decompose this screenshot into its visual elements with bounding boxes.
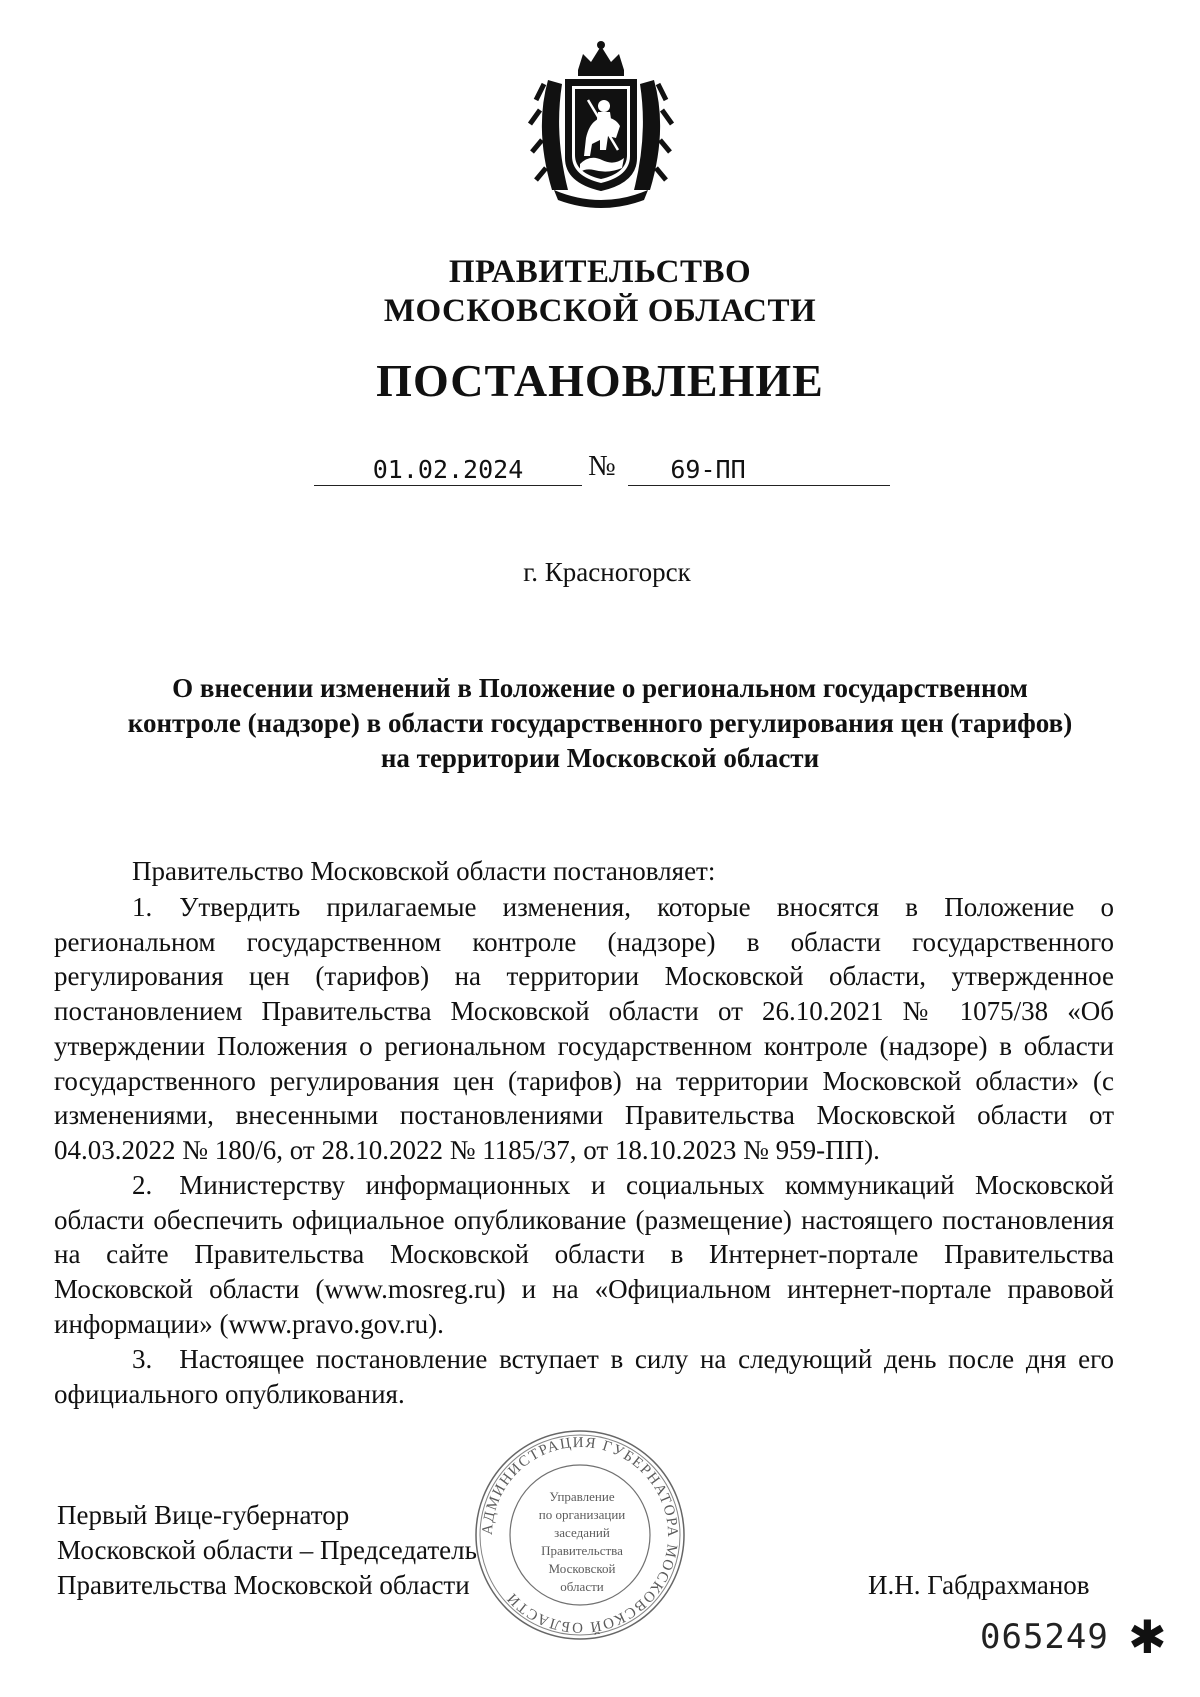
signer-position-line3: Правительства Московской области [57, 1570, 470, 1600]
document-title-line3: на территории Московской области [380, 743, 820, 773]
preamble: Правительство Московской области постановляет: [132, 856, 716, 886]
signer-position-line1: Первый Вице-губернатор [57, 1500, 350, 1530]
city: г. Красногорск [523, 557, 691, 587]
document-title-line1: О внесении изменений в Положение о региональном государственном [172, 673, 1028, 703]
seal-ring-text: АДМИНИСТРАЦИЯ ГУБЕРНАТОРА МОСКОВСКОЙ ОБЛАСТИ [479, 1434, 681, 1636]
coat-of-arms-icon [528, 40, 674, 208]
seal-inner-line: Московской [548, 1561, 616, 1576]
official-seal-icon [470, 1425, 690, 1645]
seal-inner-line: по организации [538, 1507, 626, 1522]
signer-name: И.Н. Габдрахманов [868, 1570, 1090, 1600]
decree-number: 69-ПП [670, 455, 746, 484]
seal-inner-line: области [560, 1579, 604, 1594]
seal-inner-line: Управление [549, 1489, 615, 1504]
paragraph-2: 2. Министерству информационных и социальных коммуникаций Московской области обеспечить официальное опубликование (размещение) настоящего постановления на сайте Правительства Московской области в Интернет-портале Правительства Московской области (www.mosreg.ru) и на «Официальном интернет-портале правовой информации» (www.pravo.gov.ru). [54, 1170, 1114, 1339]
seal-inner-line: заседаний [554, 1525, 610, 1540]
asterisk-icon: ✱ [1128, 1610, 1167, 1664]
government-name-line1: ПРАВИТЕЛЬСТВО [448, 254, 752, 290]
government-name-line2: МОСКОВСКОЙ ОБЛАСТИ [383, 293, 817, 329]
paragraph-3: 3. Настоящее постановление вступает в силу на следующий день после дня его официального опубликования. [54, 1344, 1114, 1409]
seal-inner-line: Правительства [541, 1543, 623, 1558]
document-type-heading: ПОСТАНОВЛЕНИЕ [376, 355, 824, 406]
document-serial-number: 065249 [980, 1617, 1109, 1657]
signer-position-line2: Московской области – Председатель [57, 1535, 477, 1565]
number-sign: № [588, 450, 616, 482]
decree-date: 01.02.2024 [372, 455, 524, 484]
paragraph-1: 1. Утвердить прилагаемые изменения, которые вносятся в Положение о региональном государственном контроле (надзоре) в области государственного регулирования цен (тарифов) на территории Московской области, утвержденное постановлением Правительства Московской области от 26.10.2021 № 1075/38 «Об утверждении Положения о региональном государственном контроле (надзоре) в области государственного регулирования цен (тарифов) на территории Московской области» (с изменениями, внесенными постановлениями Правительства Московской области от 04.03.2022 № 180/6, от 28.10.2022 № 1185/37, от 18.10.2023 № 959-ПП). [54, 892, 1114, 1165]
document-title-line2: контроле (надзоре) в области государственного регулирования цен (тарифов) [127, 708, 1073, 738]
